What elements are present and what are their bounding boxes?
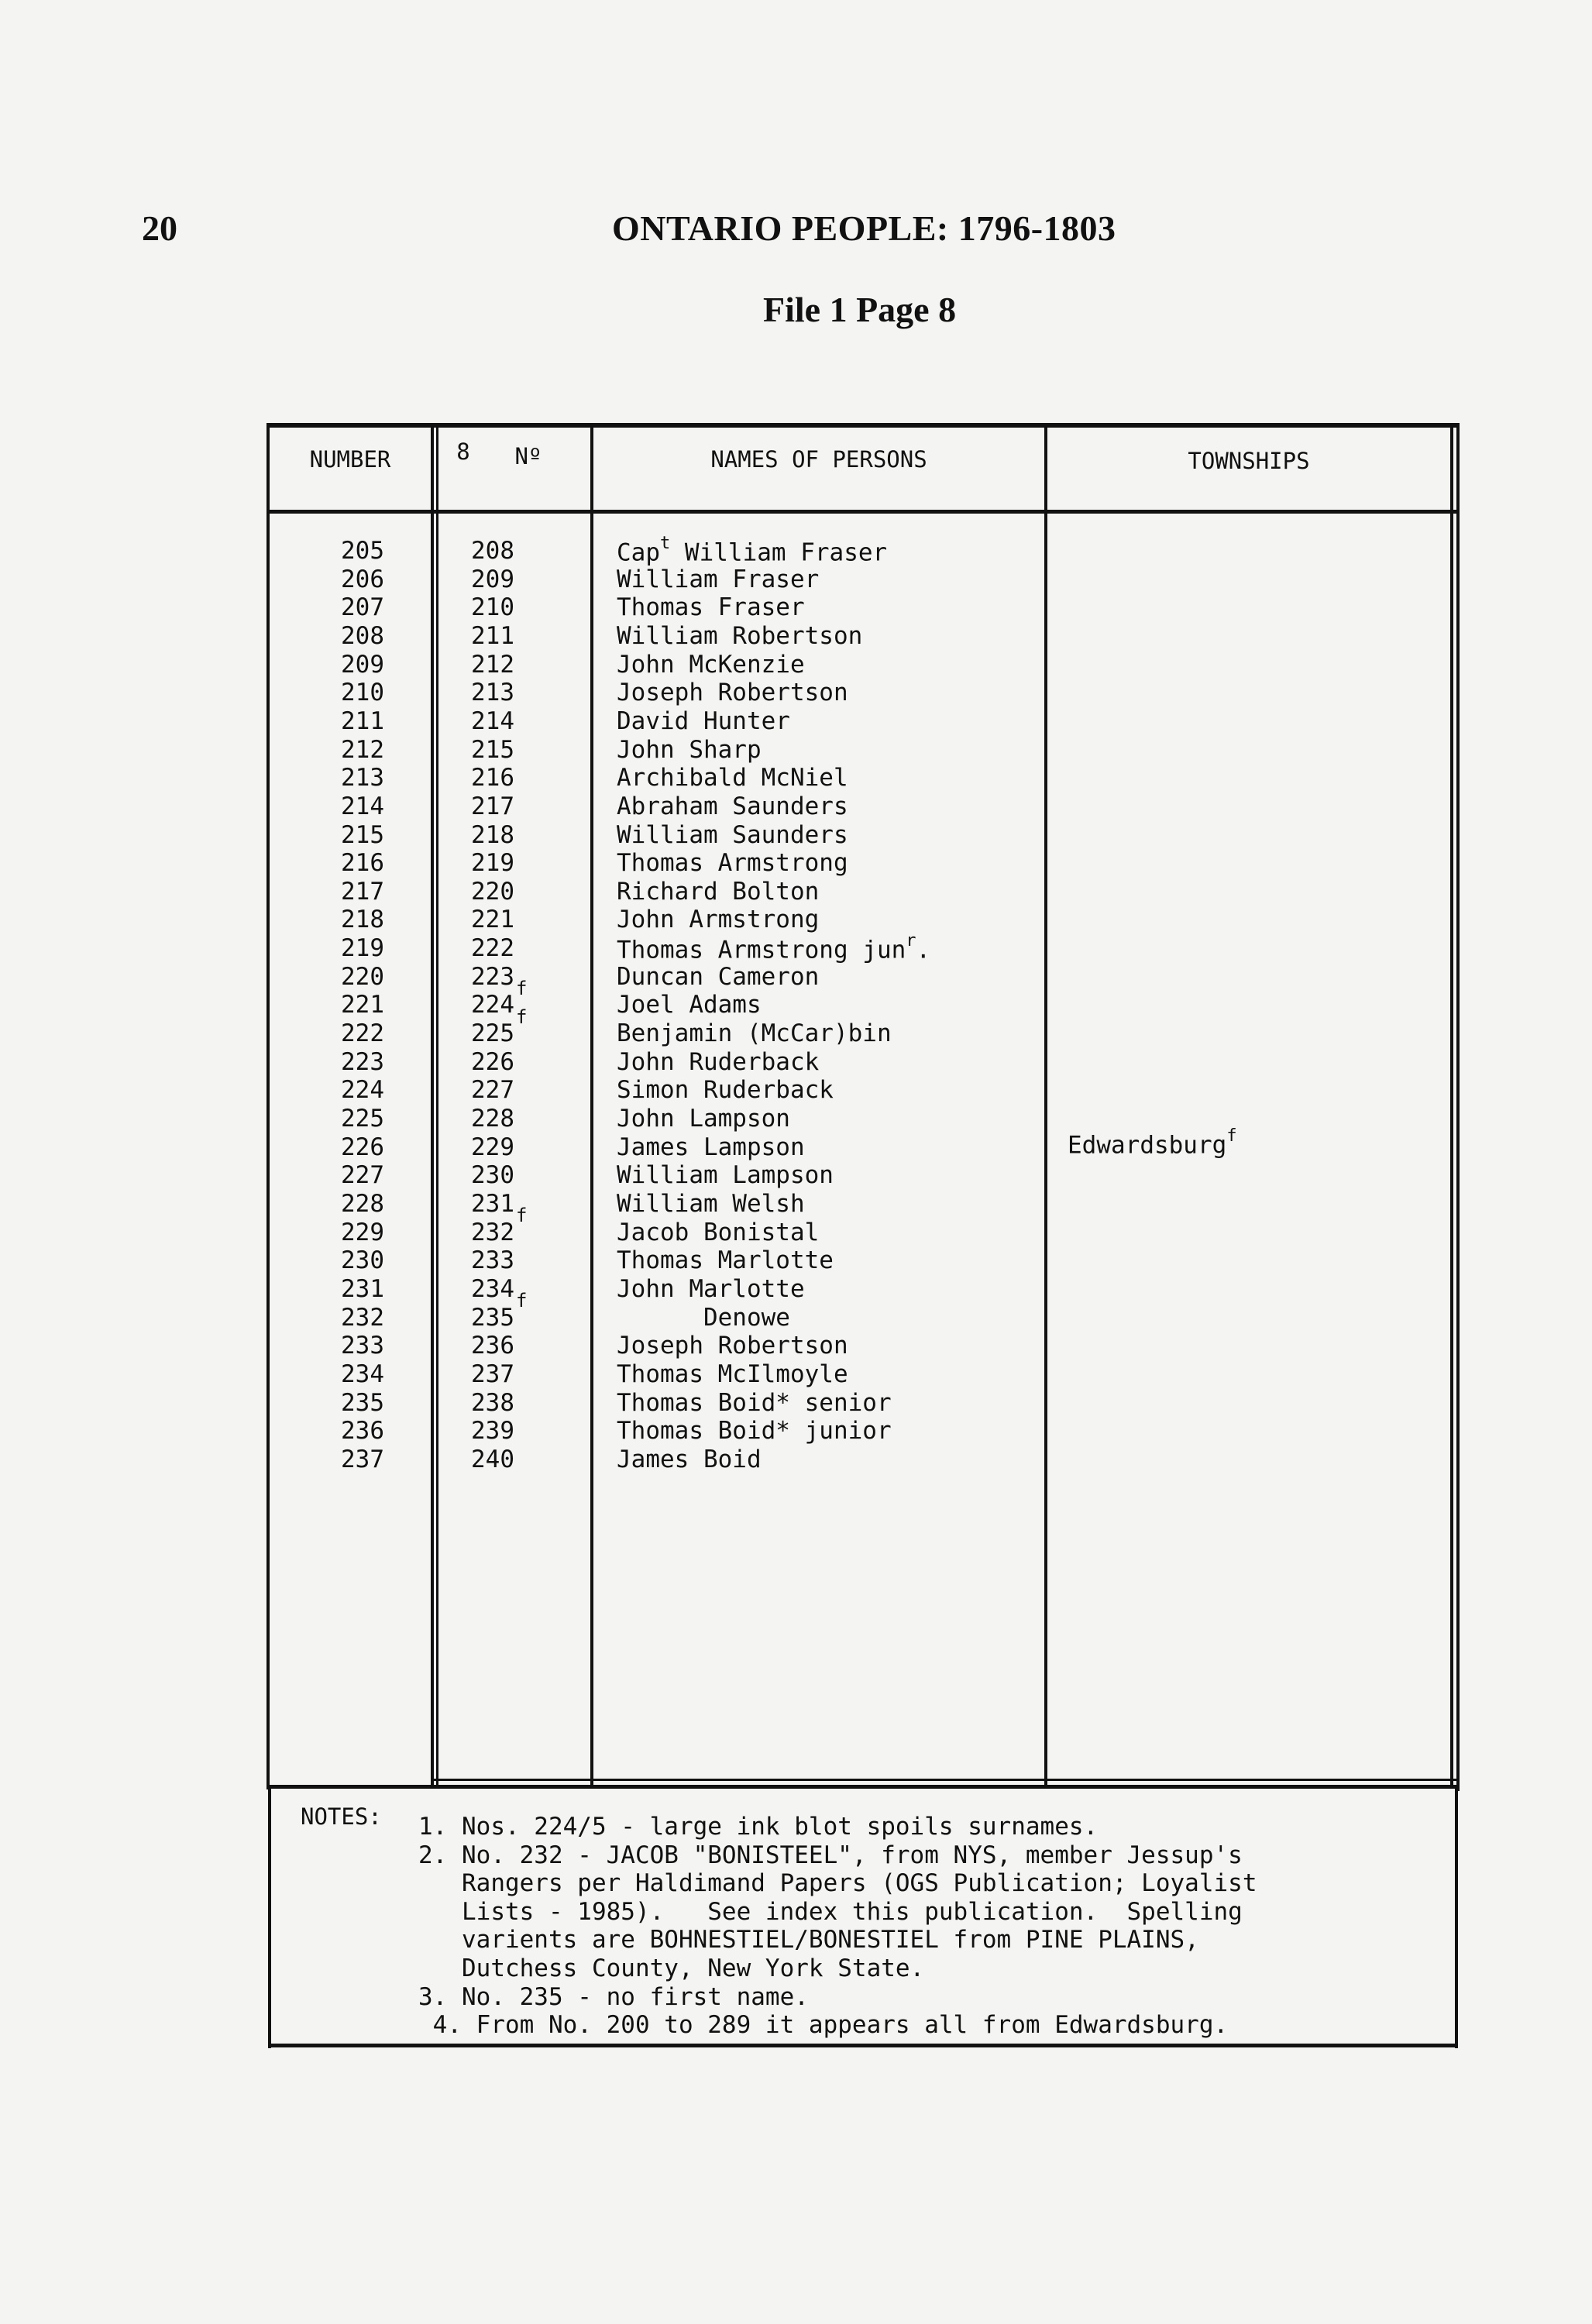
header-orig-prefix: 8 bbox=[456, 438, 470, 465]
original-number-value: 239 bbox=[471, 1417, 514, 1446]
row-original-number bbox=[471, 651, 514, 679]
row-number: 236 bbox=[341, 1417, 384, 1446]
notes-bottom-border bbox=[268, 2044, 1458, 2047]
row-person-name bbox=[617, 651, 805, 679]
row-person-name bbox=[617, 1076, 834, 1104]
person-name-text: Thomas Armstrong jun bbox=[617, 936, 906, 964]
row-number: 233 bbox=[341, 1332, 384, 1360]
person-name-text: James Boid bbox=[617, 1445, 762, 1473]
row-person-name bbox=[617, 906, 819, 933]
row-person-name bbox=[617, 1161, 834, 1189]
original-number-value: 234 bbox=[471, 1274, 514, 1303]
column-divider-3 bbox=[1044, 425, 1047, 1788]
row-number: 235 bbox=[341, 1388, 384, 1417]
person-name-text: David Hunter bbox=[617, 706, 790, 735]
abbreviation-superscript: t bbox=[660, 534, 671, 553]
row-original-number bbox=[471, 537, 514, 565]
original-number-value: 223 bbox=[471, 962, 514, 991]
person-name-text: Thomas Fraser bbox=[617, 593, 805, 622]
row-original-number bbox=[471, 679, 514, 706]
township-cell bbox=[1068, 1126, 1237, 1160]
row-original-number bbox=[471, 1446, 514, 1473]
row-original-number bbox=[471, 1389, 514, 1417]
row-person-name bbox=[617, 1417, 892, 1445]
original-number-value: 224 bbox=[471, 991, 514, 1019]
header-townships: TOWNSHIPS bbox=[1188, 448, 1310, 474]
original-number-value: 211 bbox=[471, 621, 514, 650]
original-number-value: 238 bbox=[471, 1388, 514, 1417]
row-person-name bbox=[617, 1105, 790, 1133]
row-number: 230 bbox=[341, 1246, 384, 1275]
row-original-number bbox=[471, 736, 514, 764]
person-name-text: John Ruderback bbox=[617, 1047, 820, 1076]
original-number-value: 215 bbox=[471, 735, 514, 764]
person-name-text: Thomas Boid* junior bbox=[617, 1417, 892, 1446]
row-original-number bbox=[471, 1304, 514, 1332]
person-name-text: Richard Bolton bbox=[617, 877, 820, 906]
row-number: 223 bbox=[341, 1047, 384, 1076]
original-number-value: 226 bbox=[471, 1047, 514, 1076]
row-person-name bbox=[617, 1304, 790, 1332]
person-name-text: Archibald McNiel bbox=[617, 764, 848, 792]
note-line: 4. From No. 200 to 289 it appears all from Edwardsburg. bbox=[418, 2011, 1229, 2040]
footnote-mark: f bbox=[516, 1205, 528, 1227]
person-name-text: Thomas Marlotte bbox=[617, 1246, 834, 1275]
person-name-text: Joel Adams bbox=[617, 991, 762, 1019]
column-divider-1b bbox=[436, 425, 438, 1785]
original-number-value: 221 bbox=[471, 906, 514, 934]
original-number-value: 233 bbox=[471, 1246, 514, 1275]
row-person-name bbox=[617, 1332, 848, 1360]
row-original-number bbox=[471, 962, 528, 999]
row-original-number bbox=[471, 906, 514, 933]
person-name-text: Thomas Armstrong bbox=[617, 849, 848, 878]
original-number-value: 222 bbox=[471, 934, 514, 963]
original-number-value: 232 bbox=[471, 1218, 514, 1246]
original-number-value: 210 bbox=[471, 593, 514, 622]
row-original-number bbox=[471, 1019, 514, 1047]
original-number-value: 225 bbox=[471, 1019, 514, 1048]
row-number: 228 bbox=[341, 1189, 384, 1218]
notes-right-border bbox=[1455, 1786, 1458, 2048]
person-name-text: James Lampson bbox=[617, 1133, 805, 1161]
row-number: 234 bbox=[341, 1360, 384, 1388]
row-original-number bbox=[471, 566, 514, 593]
row-number: 206 bbox=[341, 565, 384, 593]
row-original-number bbox=[471, 1274, 528, 1312]
row-person-name bbox=[617, 849, 848, 877]
row-original-number bbox=[471, 1332, 514, 1360]
row-original-number bbox=[471, 1417, 514, 1445]
row-person-name bbox=[617, 1446, 762, 1473]
row-person-name bbox=[617, 963, 819, 991]
notes-left-border bbox=[268, 1786, 271, 2048]
row-original-number bbox=[471, 707, 514, 735]
note-line: Dutchess County, New York State. bbox=[418, 1954, 925, 1982]
row-original-number bbox=[471, 764, 514, 792]
row-person-name bbox=[617, 736, 762, 764]
book-title: ONTARIO PEOPLE: 1796-1803 bbox=[612, 208, 1116, 248]
table-right-border bbox=[1450, 428, 1453, 1788]
person-name-rest: William Fraser bbox=[670, 538, 888, 567]
row-number: 215 bbox=[341, 820, 384, 849]
row-person-name bbox=[617, 1133, 805, 1161]
original-number-value: 216 bbox=[471, 764, 514, 792]
person-name-text: William Welsh bbox=[617, 1189, 805, 1218]
table-top-border bbox=[266, 423, 1460, 428]
row-number: 232 bbox=[341, 1303, 384, 1332]
person-name-text: Cap bbox=[617, 538, 660, 567]
note-line: 2. No. 232 - JACOB "BONISTEEL", from NYS, member Jessup's bbox=[418, 1841, 1243, 1869]
table-left-border bbox=[266, 423, 270, 1789]
page-number: 20 bbox=[142, 208, 177, 248]
original-number-value: 213 bbox=[471, 679, 514, 707]
original-number-value: 218 bbox=[471, 820, 514, 849]
person-name-text: Joseph Robertson bbox=[617, 679, 848, 707]
row-person-name bbox=[617, 1019, 892, 1047]
original-number-value: 235 bbox=[471, 1303, 514, 1332]
row-person-name bbox=[617, 821, 848, 849]
row-number: 208 bbox=[341, 621, 384, 650]
row-number: 209 bbox=[341, 650, 384, 679]
row-number: 225 bbox=[341, 1105, 384, 1133]
person-name-text: William Lampson bbox=[617, 1161, 834, 1190]
row-person-name bbox=[617, 1219, 819, 1246]
note-line: Lists - 1985). See index this publication. Spelling bbox=[418, 1897, 1243, 1926]
person-name-text: Benjamin (McCar)bin bbox=[617, 1019, 892, 1048]
row-original-number bbox=[471, 593, 514, 621]
row-number: 219 bbox=[341, 934, 384, 963]
row-original-number bbox=[471, 878, 514, 906]
row-number: 220 bbox=[341, 962, 384, 991]
row-person-name bbox=[617, 792, 848, 820]
row-number: 237 bbox=[341, 1445, 384, 1473]
table-bottom-border-inner bbox=[434, 1779, 1456, 1781]
row-original-number bbox=[471, 1076, 514, 1104]
note-line: varients are BOHNESTIEL/BONESTIEL from PINE PLAINS, bbox=[418, 1926, 1199, 1954]
person-name-text: William Fraser bbox=[617, 565, 820, 593]
column-divider-1a bbox=[431, 425, 434, 1785]
row-person-name bbox=[617, 534, 888, 567]
original-number-value: 212 bbox=[471, 650, 514, 679]
original-number-value: 237 bbox=[471, 1360, 514, 1388]
row-number: 207 bbox=[341, 593, 384, 622]
row-original-number bbox=[471, 1105, 514, 1133]
person-name-text: John Lampson bbox=[617, 1105, 790, 1133]
footnote-mark: f bbox=[516, 977, 528, 999]
original-number-value: 228 bbox=[471, 1105, 514, 1133]
original-number-value: 220 bbox=[471, 877, 514, 906]
row-original-number bbox=[471, 1161, 514, 1189]
footnote-mark: f bbox=[516, 1290, 528, 1312]
table-right-border-outer bbox=[1456, 423, 1460, 1791]
file-page-subtitle: File 1 Page 8 bbox=[763, 290, 957, 329]
note-line: Rangers per Haldimand Papers (OGS Publication; Loyalist bbox=[418, 1869, 1257, 1898]
row-original-number bbox=[471, 849, 514, 877]
row-original-number bbox=[471, 622, 514, 650]
person-name-text: William Robertson bbox=[617, 621, 863, 650]
person-name-text: John Marlotte bbox=[617, 1274, 805, 1303]
row-number: 224 bbox=[341, 1076, 384, 1105]
person-name-text: Jacob Bonistal bbox=[617, 1218, 820, 1246]
row-number: 227 bbox=[341, 1161, 384, 1190]
row-original-number bbox=[471, 1219, 514, 1246]
person-name-text: William Saunders bbox=[617, 820, 848, 849]
row-person-name bbox=[617, 593, 805, 621]
row-person-name bbox=[617, 566, 819, 593]
person-name-text: Simon Ruderback bbox=[617, 1076, 834, 1105]
abbreviation-superscript: r bbox=[906, 931, 916, 951]
row-person-name bbox=[617, 1275, 805, 1303]
row-person-name bbox=[617, 622, 862, 650]
row-original-number bbox=[471, 991, 528, 1028]
row-person-name bbox=[617, 991, 762, 1019]
person-name-text: Abraham Saunders bbox=[617, 792, 848, 820]
person-name-text: Joseph Robertson bbox=[617, 1332, 848, 1360]
header-names-of-persons: NAMES OF PERSONS bbox=[710, 446, 927, 473]
row-original-number bbox=[471, 821, 514, 849]
person-name-text: Denowe bbox=[617, 1303, 790, 1332]
row-person-name bbox=[617, 679, 848, 706]
row-number: 229 bbox=[341, 1218, 384, 1246]
header-bottom-border bbox=[266, 510, 1456, 514]
row-person-name bbox=[617, 707, 790, 735]
row-person-name bbox=[617, 1190, 805, 1218]
notes-label: NOTES: bbox=[301, 1803, 382, 1830]
row-number: 218 bbox=[341, 906, 384, 934]
row-number: 222 bbox=[341, 1019, 384, 1048]
person-name-text: Thomas McIlmoyle bbox=[617, 1360, 848, 1388]
table-bottom-border bbox=[266, 1785, 1460, 1789]
row-number: 226 bbox=[341, 1133, 384, 1161]
original-number-value: 231 bbox=[471, 1189, 514, 1218]
person-name-text: Thomas Boid* senior bbox=[617, 1388, 892, 1417]
person-name-text: John McKenzie bbox=[617, 650, 805, 679]
row-person-name bbox=[617, 1246, 834, 1274]
original-number-value: 230 bbox=[471, 1161, 514, 1190]
row-number: 205 bbox=[341, 537, 384, 565]
row-number: 216 bbox=[341, 849, 384, 878]
original-number-value: 227 bbox=[471, 1076, 514, 1105]
row-person-name bbox=[617, 1048, 819, 1076]
row-person-name bbox=[617, 764, 848, 792]
row-person-name bbox=[617, 931, 931, 964]
original-number-value: 236 bbox=[471, 1332, 514, 1360]
row-number: 210 bbox=[341, 679, 384, 707]
row-original-number bbox=[471, 1246, 514, 1274]
row-number: 217 bbox=[341, 877, 384, 906]
row-original-number bbox=[471, 792, 514, 820]
original-number-value: 208 bbox=[471, 537, 514, 565]
original-number-value: 217 bbox=[471, 792, 514, 820]
column-divider-2 bbox=[590, 425, 593, 1788]
township-name: Edwardsburg bbox=[1068, 1131, 1227, 1160]
header-orig-number: Nº bbox=[514, 443, 542, 469]
row-person-name bbox=[617, 878, 819, 906]
header-number: NUMBER bbox=[309, 446, 391, 473]
row-number: 212 bbox=[341, 735, 384, 764]
row-number: 231 bbox=[341, 1274, 384, 1303]
row-number: 221 bbox=[341, 991, 384, 1019]
original-number-value: 240 bbox=[471, 1445, 514, 1473]
row-original-number bbox=[471, 1048, 514, 1076]
person-name-rest: . bbox=[916, 936, 931, 964]
township-mark: f bbox=[1226, 1126, 1237, 1146]
person-name-text: John Sharp bbox=[617, 735, 762, 764]
original-number-value: 229 bbox=[471, 1133, 514, 1161]
row-original-number bbox=[471, 1360, 514, 1388]
original-number-value: 219 bbox=[471, 849, 514, 878]
person-name-text: Duncan Cameron bbox=[617, 962, 820, 991]
row-original-number bbox=[471, 1133, 514, 1161]
person-name-text: John Armstrong bbox=[617, 906, 820, 934]
original-number-value: 209 bbox=[471, 565, 514, 593]
row-person-name bbox=[617, 1389, 892, 1417]
row-number: 214 bbox=[341, 792, 384, 820]
row-original-number bbox=[471, 1189, 528, 1227]
original-number-value: 214 bbox=[471, 706, 514, 735]
note-line: 3. No. 235 - no first name. bbox=[418, 1982, 809, 2011]
note-line: 1. Nos. 224/5 - large ink blot spoils surnames. bbox=[418, 1813, 1099, 1841]
row-number: 211 bbox=[341, 706, 384, 735]
row-person-name bbox=[617, 1360, 848, 1388]
row-number: 213 bbox=[341, 764, 384, 792]
row-original-number bbox=[471, 934, 514, 962]
footnote-mark: f bbox=[516, 1006, 528, 1028]
